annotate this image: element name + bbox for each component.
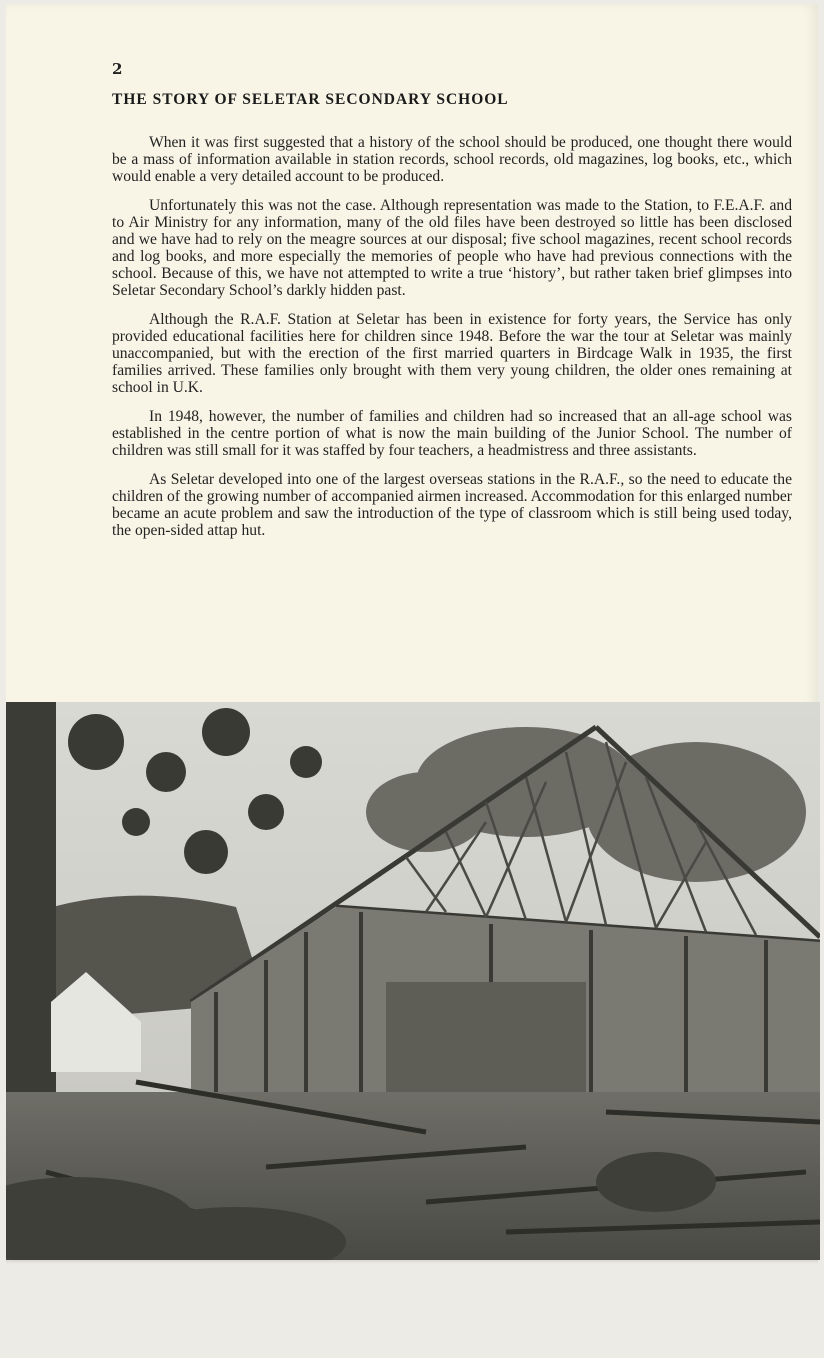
page-edge-shadow (6, 1260, 818, 1264)
body-text (112, 134, 792, 551)
paragraph-2: Unfortunately this was not the case. Although representation was made to the Station, to F.E.A.F. and to Air Ministry for any information, many of the old files have been destroyed so little has been disclosed and we have had to rely on the meagre sources at our disposal; five school magazines, recent school records and log books, and more especially the memories of people who have had previous connections with the school. Because of this, we have not attempted to write a true ‘history’, but rather taken brief glimpses into Seletar Secondary School’s darkly hidden past. (112, 197, 792, 299)
hut-interior (386, 982, 586, 1092)
paragraph-5: As Seletar developed into one of the largest overseas stations in the R.A.F., so the need to educate the children of the growing number of accompanied airmen increased. Accommodation for this enlarged number became an acute problem and saw the introduction of the type of classroom which is still being used today, the open-sided attap hut. (112, 471, 792, 539)
tree-trunk (6, 702, 56, 1122)
page-number: 2 (112, 60, 123, 78)
page-title: THE STORY OF SELETAR SECONDARY SCHOOL (112, 91, 509, 108)
paragraph-4: In 1948, however, the number of families and children had so increased that an all-age school was established in the centre portion of what is now the main building of the Junior School. The number of children was still small for it was staffed by four teachers, a headmistress and three assistants. (112, 408, 792, 459)
paragraph-3: Although the R.A.F. Station at Seletar has been in existence for forty years, the Service has only provided educational facilities here for children since 1948. Before the war the tour at Seletar was mainly unaccompanied, but with the erection of the first married quarters in Birdcage Walk in 1935, the first families arrived. These families only brought with them very young children, the older ones remaining at school in U.K. (112, 311, 792, 396)
attap-hut-photo (6, 702, 820, 1260)
paragraph-1: When it was first suggested that a history of the school should be produced, one thought there would be a mass of information available in station records, school records, old magazines, log books, etc., which would enable a very detailed account to be produced. (112, 134, 792, 185)
photo-illustration (6, 702, 820, 1260)
